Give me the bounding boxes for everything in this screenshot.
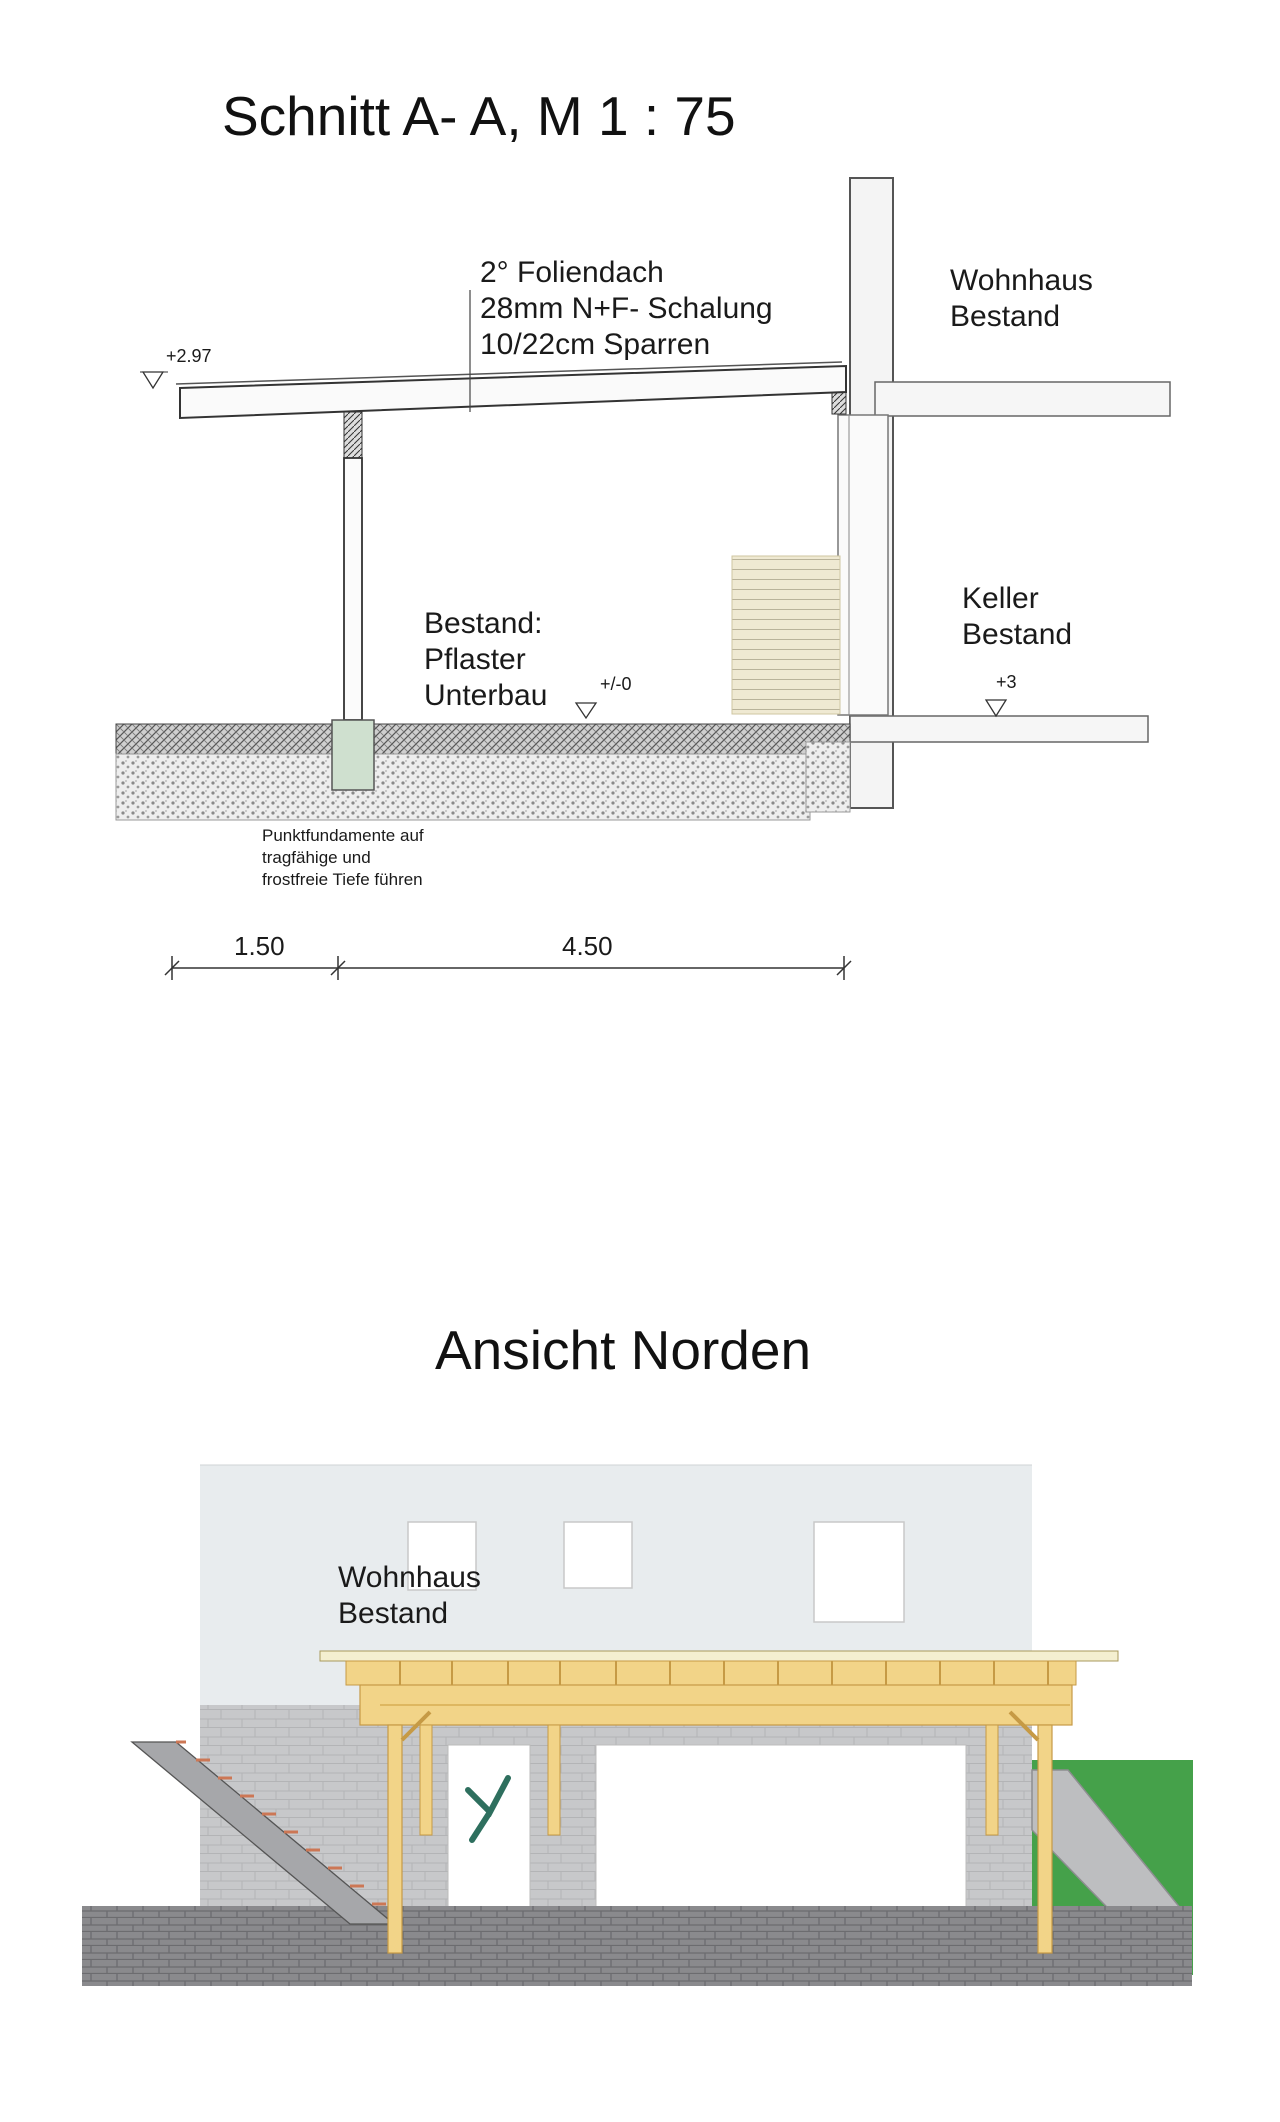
pavement-label-line-2: Pflaster: [424, 643, 526, 676]
house-slab: [875, 382, 1170, 416]
carport-roof-edge: [320, 1651, 1118, 1661]
elevation-house-label-line-1: Wohnhaus: [338, 1561, 481, 1594]
dimension-2: 4.50: [562, 931, 613, 961]
gravel-layer: [116, 754, 810, 820]
carport-post-4: [548, 1725, 560, 1835]
cellar-label-line-1: Keller: [962, 582, 1039, 615]
level-roof-value: +2.97: [166, 346, 212, 366]
inner-wall-layer: [838, 415, 888, 715]
cellar-slab: [850, 716, 1148, 742]
house-label-line-1: Wohnhaus: [950, 264, 1093, 297]
foundation-note-line-3: frostfreie Tiefe führen: [262, 870, 423, 889]
window-3: [814, 1522, 904, 1622]
pavement-label-line-1: Bestand:: [424, 607, 543, 640]
section-drawing: [116, 178, 1170, 980]
elevation-title: Ansicht Norden: [435, 1319, 812, 1381]
carport-rafters: [346, 1661, 1076, 1685]
wall-ledger: [832, 390, 846, 414]
roof-note-line-3: 10/22cm Sparren: [480, 328, 711, 361]
gravel-wall-side: [806, 742, 850, 812]
carport-post-1: [388, 1725, 402, 1953]
cellar-label-line-2: Bestand: [962, 618, 1073, 651]
house-label-line-2: Bestand: [950, 300, 1061, 333]
roof-note-line-2: 28mm N+F- Schalung: [480, 292, 773, 325]
roof-note-line-1: 2° Foliendach: [480, 256, 664, 289]
elevation-drawing: [82, 1465, 1193, 1986]
post-top-hatch: [344, 412, 362, 458]
level-cellar-value: +3: [996, 672, 1017, 692]
pavement-label-line-3: Unterbau: [424, 679, 548, 712]
level-ground-value: +/-0: [600, 674, 632, 694]
window-2: [564, 1522, 632, 1588]
level-marker-cellar: [986, 700, 1006, 716]
carport-post-3: [420, 1725, 432, 1835]
stacked-boards: [732, 556, 840, 714]
carport-post-5: [986, 1725, 998, 1835]
level-marker-roof: [140, 372, 168, 388]
foundation-note-line-2: tragfähige und: [262, 848, 371, 867]
dimension-1: 1.50: [234, 931, 285, 961]
carport-post-2: [1038, 1725, 1052, 1953]
roof-beam: [180, 366, 846, 418]
cobble-paving: [82, 1906, 1192, 1986]
paving-layer: [116, 724, 850, 754]
level-marker-ground: [576, 703, 596, 718]
elevation-house-label-line-2: Bestand: [338, 1597, 449, 1630]
section-title: Schnitt A- A, M 1 : 75: [222, 85, 736, 147]
foundation-note-line-1: Punktfundamente auf: [262, 826, 424, 845]
point-foundation: [332, 720, 374, 790]
post: [344, 458, 362, 720]
